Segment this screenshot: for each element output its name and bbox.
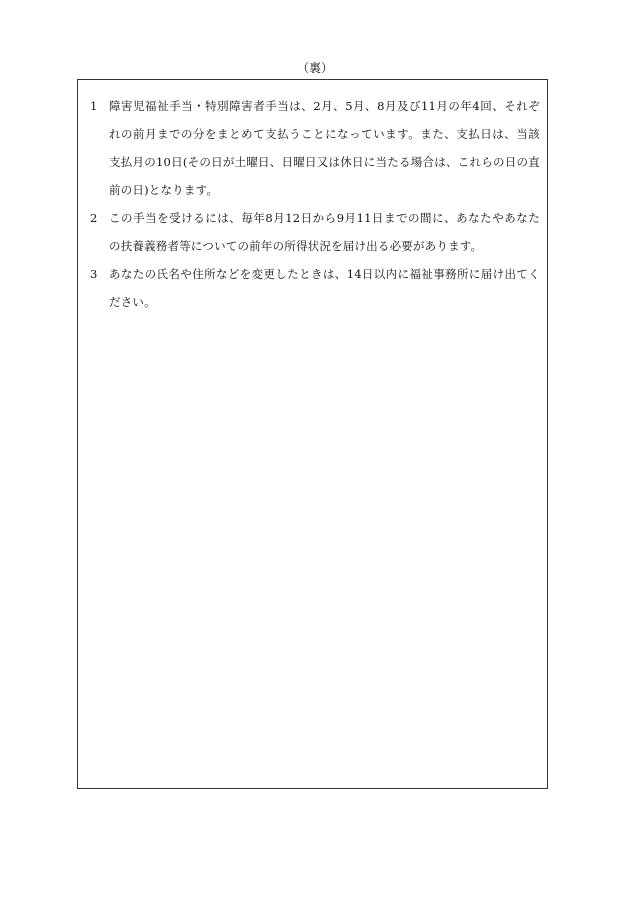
notice-list	[90, 92, 540, 316]
notice-number: 1	[90, 99, 98, 113]
page-heading: （裏）	[296, 61, 333, 75]
notice-text: 障害児福祉手当・特別障害者手当は、2月、5月、8月及び11月の年4回、それぞれの前月までの分をまとめて支払うことになっています。また、支払日は、当該支払月の10日(その日が土曜日、日曜日又は休日に当たる場合は、これらの日の直前の日)となります。	[109, 99, 540, 197]
notice-box	[77, 79, 548, 789]
notice-number: 3	[90, 267, 98, 281]
notice-item-1	[90, 92, 540, 204]
notice-text: あなたの氏名や住所などを変更したときは、14日以内に福祉事務所に届け出てください。	[109, 267, 540, 309]
notice-item-3	[90, 260, 540, 316]
notice-number: 2	[90, 211, 98, 225]
notice-text: この手当を受けるには、毎年8月12日から9月11日までの間に、あなたやあなたの扶養義務者等についての前年の所得状況を届け出る必要があります。	[109, 211, 540, 253]
notice-item-2	[90, 204, 540, 260]
